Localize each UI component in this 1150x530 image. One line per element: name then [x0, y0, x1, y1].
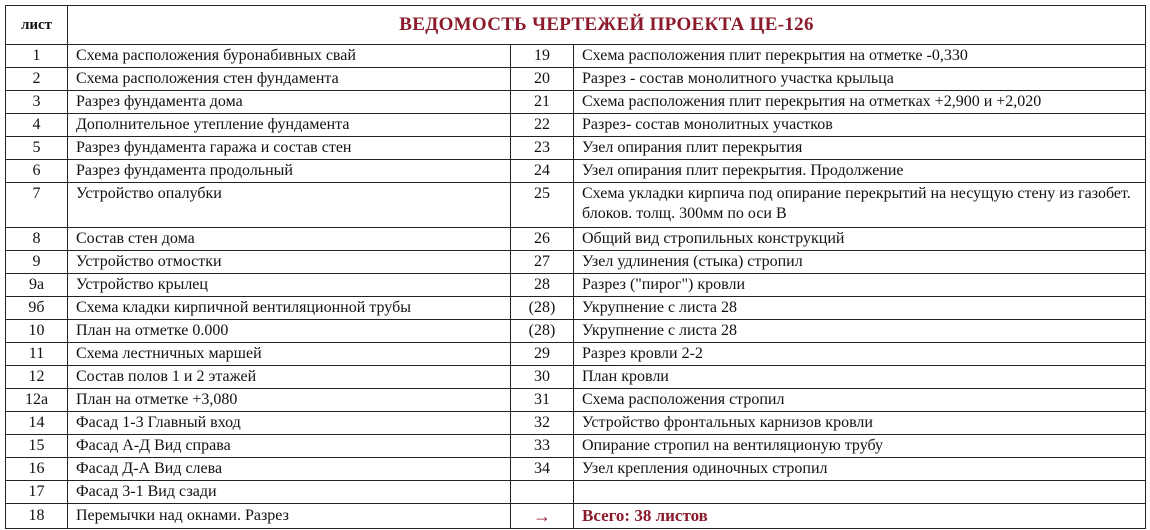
right-sheet-title: Узел опирания плит перекрытия. Продолжение: [574, 160, 1146, 183]
left-sheet-number: 12а: [6, 389, 68, 412]
left-sheet-number: 3: [6, 91, 68, 114]
left-sheet-number: 1: [6, 45, 68, 68]
right-sheet-number: 23: [511, 137, 574, 160]
right-sheet-number: 27: [511, 251, 574, 274]
table-row: [6, 412, 1146, 435]
right-sheet-number: (28): [511, 297, 574, 320]
right-sheet-number: 31: [511, 389, 574, 412]
left-sheet-title: Разрез фундамента продольный: [68, 160, 511, 183]
left-sheet-title: Разрез фундамента дома: [68, 91, 511, 114]
left-sheet-title: Схема расположения стен фундамента: [68, 68, 511, 91]
right-sheet-title: Схема расположения плит перекрытия на отметках +2,900 и +2,020: [574, 91, 1146, 114]
right-sheet-number: 20: [511, 68, 574, 91]
right-sheet-number: 26: [511, 228, 574, 251]
left-sheet-title: Схема лестничных маршей: [68, 343, 511, 366]
left-sheet-title: Дополнительное утепление фундамента: [68, 114, 511, 137]
document-title: ВЕДОМОСТЬ ЧЕРТЕЖЕЙ ПРОЕКТА ЦЕ-126: [68, 6, 1146, 45]
right-sheet-number: 24: [511, 160, 574, 183]
table-row: [6, 366, 1146, 389]
table-row: [6, 183, 1146, 228]
left-sheet-number: 11: [6, 343, 68, 366]
right-sheet-title: [574, 481, 1146, 504]
table-row: [6, 251, 1146, 274]
table-row: [6, 458, 1146, 481]
right-sheet-title: Разрез кровли 2-2: [574, 343, 1146, 366]
right-sheet-number: 21: [511, 91, 574, 114]
table-row: [6, 45, 1146, 68]
left-sheet-title: План на отметке 0.000: [68, 320, 511, 343]
left-sheet-number: 9: [6, 251, 68, 274]
left-sheet-title: Разрез фундамента гаража и состав стен: [68, 137, 511, 160]
left-sheet-number: 8: [6, 228, 68, 251]
left-sheet-title: Перемычки над окнами. Разрез: [68, 504, 511, 529]
left-sheet-title: Устройство крылец: [68, 274, 511, 297]
left-sheet-number: 2: [6, 68, 68, 91]
left-sheet-title: Фасад 3-1 Вид сзади: [68, 481, 511, 504]
right-sheet-title: Схема расположения плит перекрытия на отметке -0,330: [574, 45, 1146, 68]
left-sheet-number: 12: [6, 366, 68, 389]
table-row: [6, 274, 1146, 297]
left-sheet-number: 18: [6, 504, 68, 529]
right-sheet-title: Разрез ("пирог") кровли: [574, 274, 1146, 297]
right-sheet-number: 32: [511, 412, 574, 435]
right-sheet-title: Разрез - состав монолитного участка крыльца: [574, 68, 1146, 91]
left-sheet-number: 16: [6, 458, 68, 481]
right-sheet-number: 25: [511, 183, 574, 228]
left-sheet-number: 14: [6, 412, 68, 435]
table-row: [6, 137, 1146, 160]
right-sheet-title: Общий вид стропильных конструкций: [574, 228, 1146, 251]
left-sheet-number: 9б: [6, 297, 68, 320]
left-sheet-title: Фасад А-Д Вид справа: [68, 435, 511, 458]
left-sheet-title: Схема расположения буронабивных свай: [68, 45, 511, 68]
right-sheet-number: 29: [511, 343, 574, 366]
right-sheet-number: 34: [511, 458, 574, 481]
right-sheet-title: Опирание стропил на вентиляционую трубу: [574, 435, 1146, 458]
right-sheet-number: 30: [511, 366, 574, 389]
table-row: [6, 228, 1146, 251]
left-sheet-number: 17: [6, 481, 68, 504]
table-row: [6, 343, 1146, 366]
table-row: [6, 435, 1146, 458]
right-sheet-title: Разрез- состав монолитных участков: [574, 114, 1146, 137]
left-sheet-title: Схема кладки кирпичной вентиляционной трубы: [68, 297, 511, 320]
left-sheet-number: 6: [6, 160, 68, 183]
table-row: [6, 389, 1146, 412]
table-row: [6, 481, 1146, 504]
right-sheet-number: →: [511, 504, 574, 529]
left-sheet-title: Устройство отмостки: [68, 251, 511, 274]
left-sheet-number: 7: [6, 183, 68, 228]
right-sheet-title: Схема укладки кирпича под опирание перекрытий на несущую стену из газобет. блоков. толщ. 300мм по оси В: [574, 183, 1146, 228]
left-sheet-title: Состав стен дома: [68, 228, 511, 251]
left-sheet-title: Состав полов 1 и 2 этажей: [68, 366, 511, 389]
right-sheet-number: 33: [511, 435, 574, 458]
table-row: [6, 504, 1146, 529]
table-row: [6, 297, 1146, 320]
drawing-list-sheet: [5, 5, 1145, 525]
right-sheet-number: 28: [511, 274, 574, 297]
table-row: [6, 320, 1146, 343]
right-sheet-title: Узел крепления одиночных стропил: [574, 458, 1146, 481]
right-sheet-title: План кровли: [574, 366, 1146, 389]
right-sheet-number: 22: [511, 114, 574, 137]
table-row: [6, 68, 1146, 91]
left-sheet-number: 15: [6, 435, 68, 458]
right-sheet-title: Узел опирания плит перекрытия: [574, 137, 1146, 160]
right-sheet-title: Устройство фронтальных карнизов кровли: [574, 412, 1146, 435]
left-sheet-title: Устройство опалубки: [68, 183, 511, 228]
right-sheet-number: (28): [511, 320, 574, 343]
right-sheet-number: [511, 481, 574, 504]
left-sheet-title: Фасад Д-А Вид слева: [68, 458, 511, 481]
right-sheet-title: Всего: 38 листов: [574, 504, 1146, 529]
right-sheet-title: Укрупнение с листа 28: [574, 320, 1146, 343]
right-sheet-title: Схема расположения стропил: [574, 389, 1146, 412]
left-sheet-number: 10: [6, 320, 68, 343]
table-row: [6, 91, 1146, 114]
right-sheet-title: Укрупнение с листа 28: [574, 297, 1146, 320]
left-sheet-number: 5: [6, 137, 68, 160]
left-sheet-number: 4: [6, 114, 68, 137]
table-row: [6, 114, 1146, 137]
left-sheet-title: План на отметке +3,080: [68, 389, 511, 412]
left-sheet-title: Фасад 1-3 Главный вход: [68, 412, 511, 435]
sheet-column-header: лист: [6, 6, 68, 45]
right-sheet-number: 19: [511, 45, 574, 68]
right-sheet-title: Узел удлинения (стыка) стропил: [574, 251, 1146, 274]
header-row: [6, 6, 1146, 45]
table-row: [6, 160, 1146, 183]
left-sheet-number: 9а: [6, 274, 68, 297]
drawing-list-table: [5, 5, 1146, 529]
